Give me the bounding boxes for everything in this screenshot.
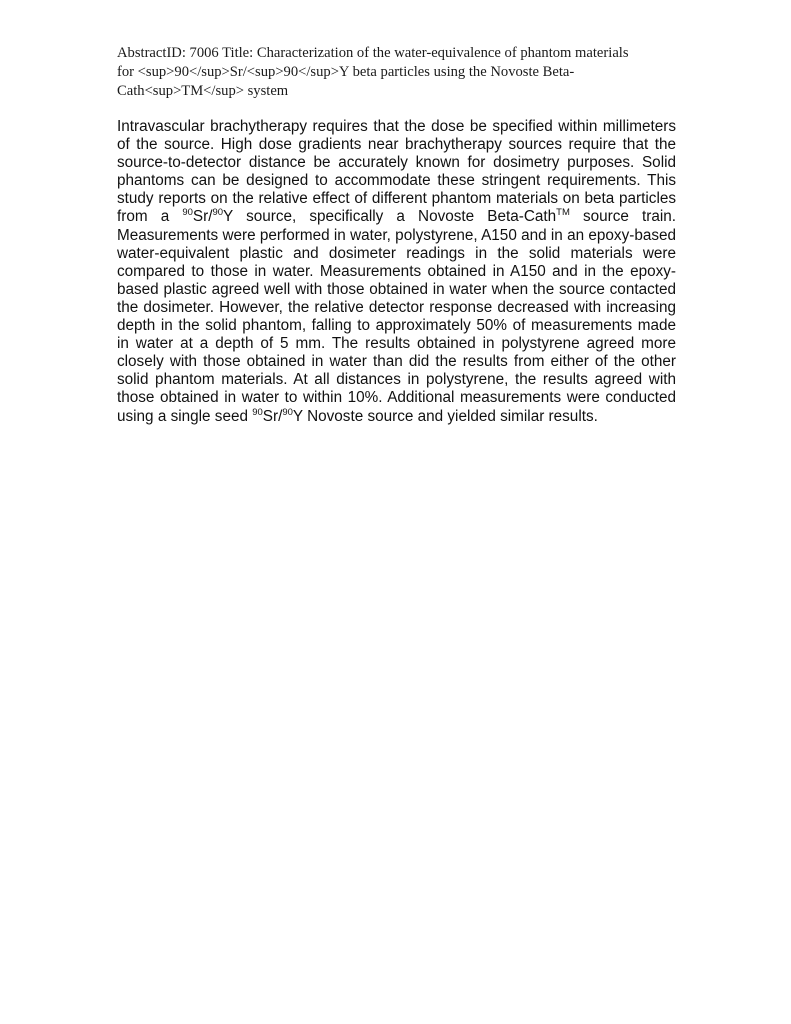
- abstract-text-3: Y source, specifically a Novoste Beta-Cath: [223, 208, 557, 226]
- superscript-90: 90: [252, 406, 263, 418]
- abstract-title: [117, 44, 677, 101]
- abstract-body: [117, 118, 676, 426]
- superscript-tm: TM: [556, 207, 570, 219]
- title-line-1: AbstractID: 7006 Title: Characterization of the water-equivalence of phantom materials: [117, 45, 629, 61]
- title-line-2: for <sup>90</sup>Sr/<sup>90</sup>Y beta particles using the Novoste Beta-: [117, 64, 575, 80]
- abstract-text-1: Intravascular brachytherapy requires that the dose be specified within millimeters of the source. High dose gradients near brachytherapy sources require that the source-to-detector distance be accurately known for dosimetry purposes. Solid phantoms can be designed to accommodate these stringent requirements. This study reports on the relative effect of different phantom materials on beta particles from a: [117, 118, 676, 226]
- superscript-90: 90: [282, 406, 293, 418]
- title-line-3: Cath<sup>TM</sup> system: [117, 83, 289, 99]
- abstract-text-2: Sr/: [192, 208, 213, 226]
- abstract-text-6: Y Novoste source and yielded similar results.: [292, 407, 598, 425]
- abstract-text-5: Sr/: [262, 407, 283, 425]
- superscript-90: 90: [182, 207, 193, 219]
- superscript-90: 90: [212, 207, 224, 219]
- abstract-text-4: source train. Measurements were performed in water, polystyrene, A150 and in an epoxy-based water-equivalent plastic and dosimeter readings in the solid materials were compared to those in water. Measurements obtained in A150 and in the epoxy-based plastic agreed well with those obtained in water when the source contacted the dosimeter. However, the relative detector response decreased with increasing depth in the solid phantom, falling to approximately 50% of measurements made in water at a depth of 5 mm. The results obtained in polystyrene agreed more closely with those obtained in water than did the results from either of the other solid phantom materials. At all distances in polystyrene, the results agreed with those obtained in water to within 10%. Additional measurements were conducted using a single seed: [117, 208, 677, 425]
